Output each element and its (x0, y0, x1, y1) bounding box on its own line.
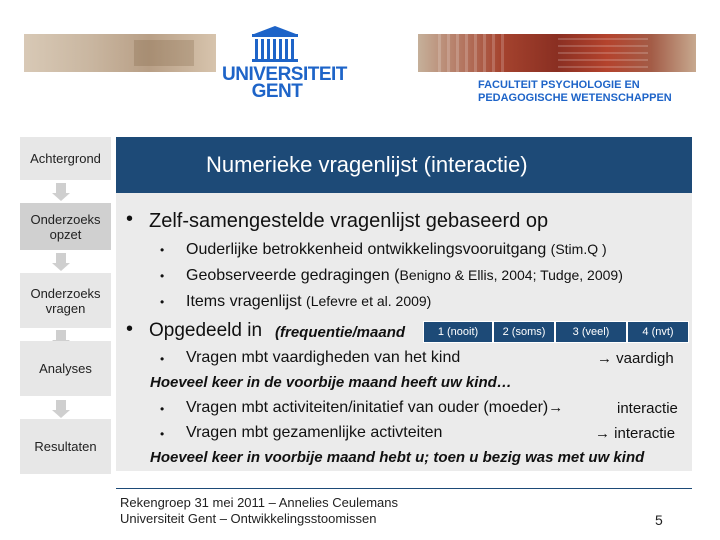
nav-item-onderzoeks-opzet[interactable] (20, 203, 111, 250)
nav-item-label: Onderzoeks vragen (30, 285, 101, 316)
result-interactie-1: interactie (617, 400, 678, 417)
result-vaardigh (597, 350, 674, 367)
scale-option-nooit (423, 321, 493, 343)
logo-line-2: GENT (251, 81, 303, 102)
result-label: vaardigh (616, 350, 674, 367)
logo-line-1: UNIVERSITEIT (222, 64, 347, 85)
right-arrow-icon: → (597, 350, 612, 367)
sub-bullet-items (186, 293, 431, 311)
question-ouder: Hoeveel keer in voorbije maand hebt u; toen u bezig was met uw kind (150, 449, 645, 466)
right-arrow-icon: → (595, 425, 610, 442)
nav-item-analyses[interactable] (20, 341, 111, 396)
scale-label: 3 (veel) (572, 326, 610, 338)
sub-bullet-text: Vragen mbt activiteiten/initatief van ouder (moeder) (186, 399, 549, 416)
nav-item-achtergrond[interactable] (20, 137, 111, 180)
nav-item-label: Resultaten (34, 439, 97, 454)
sub-bullet-text: Items vragenlijst (186, 293, 302, 310)
question-kind: Hoeveel keer in de voorbije maand heeft uw kind… (150, 374, 512, 391)
nav-item-onderzoeks-vragen[interactable] (20, 273, 111, 328)
scale-label: 2 (soms) (502, 326, 546, 338)
university-logo-text (222, 64, 347, 102)
sub-bullet-betrokkenheid (186, 241, 607, 259)
sub-bullet-marker: • (160, 352, 165, 366)
nav-item-label: Onderzoeks opzet (30, 211, 101, 242)
footer-line-1: Rekengroep 31 mei 2011 – Annelies Ceulemans (120, 495, 398, 510)
slide-title-bar (116, 137, 692, 193)
frequency-label: (frequentie/maand (275, 324, 406, 341)
sub-bullet-marker: • (160, 427, 165, 441)
result-interactie-2 (595, 425, 675, 442)
header-photo-right (418, 34, 696, 72)
sub-bullet-marker: • (160, 243, 165, 257)
footer-line-2: Universiteit Gent – Ontwikkelingsstoomissen (120, 511, 377, 526)
sub-bullet-text: Geobserveerde gedragingen ( (186, 267, 400, 284)
slide-title: Numerieke vragenlijst (interactie) (206, 152, 528, 177)
sub-bullet-marker: • (160, 402, 165, 416)
faculty-line-1: FACULTEIT PSYCHOLOGIE EN (478, 79, 640, 91)
footer-text (120, 495, 398, 527)
nav-item-label: Achtergrond (30, 151, 101, 166)
sub-bullet-text: Ouderlijke betrokkenheid ontwikkelingsvooruitgang (186, 241, 547, 258)
footer-divider (116, 488, 692, 489)
sub-bullet-vaardigheden: Vragen mbt vaardigheden van het kind (186, 349, 461, 366)
nav-item-resultaten[interactable] (20, 419, 111, 474)
sub-bullet-reference: (Lefevre et al. 2009) (306, 293, 432, 309)
page-number: 5 (655, 512, 663, 528)
bullet-marker: • (126, 318, 134, 340)
sub-bullet-geobserveerd (186, 267, 623, 285)
scale-option-veel (555, 321, 627, 343)
sub-bullet-reference: Benigno & Ellis, 2004; Tudge, 2009) (399, 267, 623, 283)
scale-label: 1 (nooit) (437, 326, 479, 338)
header-photo-left (24, 34, 216, 72)
nav-item-label: Analyses (39, 361, 92, 376)
bullet-marker: • (126, 208, 134, 230)
scale-option-soms (493, 321, 555, 343)
right-arrow-icon: → (548, 399, 564, 416)
sub-bullet-reference: (Stim.Q ) (550, 241, 607, 257)
sub-bullet-gezamenlijk: Vragen mbt gezamenlijke activteiten (186, 424, 443, 441)
sub-bullet-activiteiten (186, 399, 563, 417)
scale-option-nvt (627, 321, 689, 343)
bullet-zelf-samengesteld: Zelf-samengestelde vragenlijst gebaseerd op (149, 210, 549, 232)
bullet-opgedeeld: Opgedeeld in (149, 320, 263, 341)
sub-bullet-marker: • (160, 295, 165, 309)
scale-label: 4 (nvt) (642, 326, 674, 338)
sub-bullet-marker: • (160, 269, 165, 283)
faculty-line-2: PEDAGOGISCHE WETENSCHAPPEN (478, 92, 672, 104)
faculty-name (478, 79, 708, 105)
result-label: interactie (614, 425, 676, 442)
